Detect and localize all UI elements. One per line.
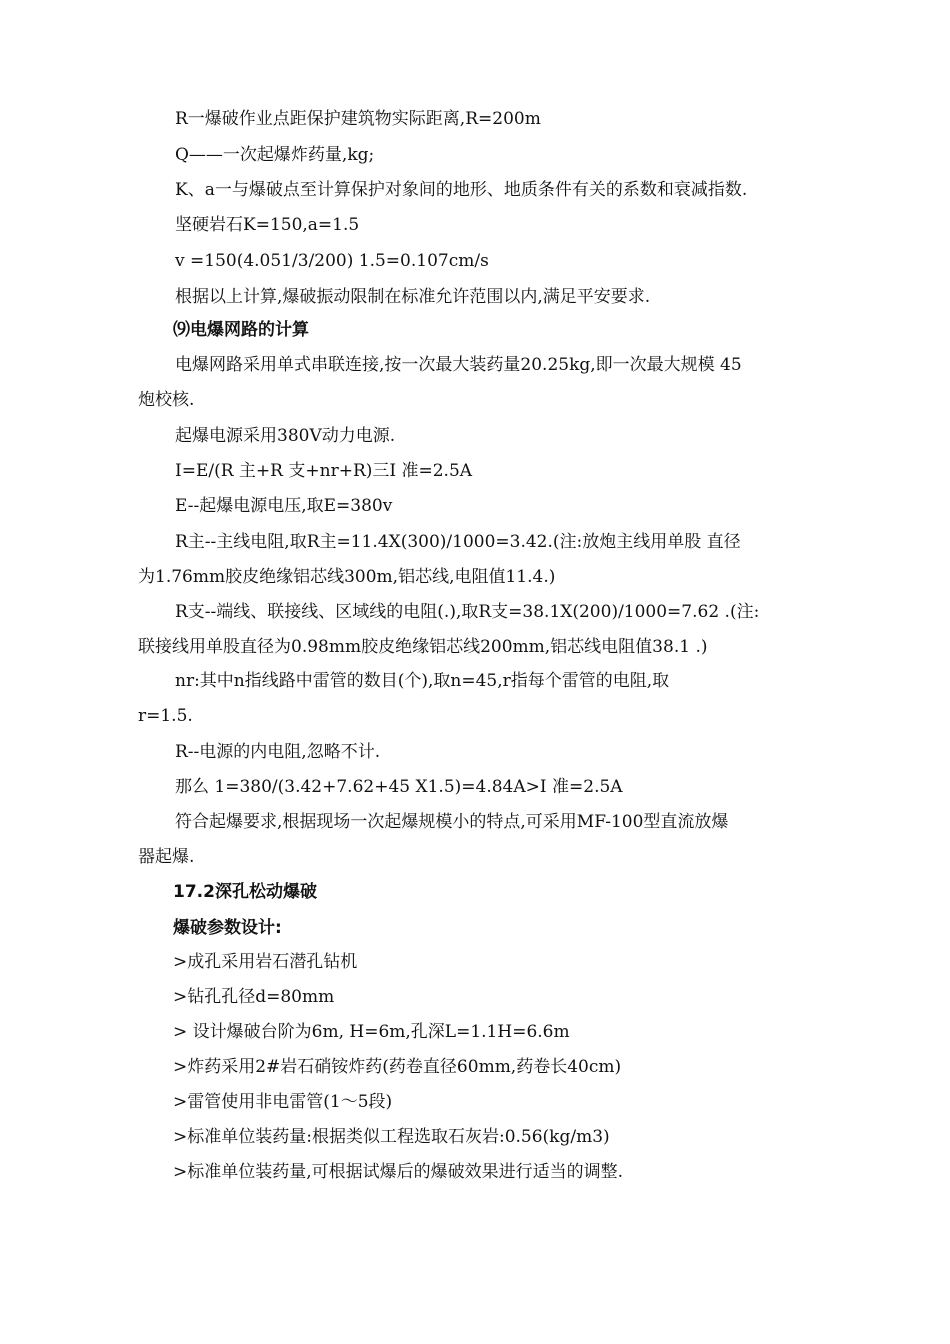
bullet-item: >雷管使用非电雷管(1〜5段) [173, 1092, 393, 1112]
bullet-item: >成孔采用岩石潜孔钻机 [173, 952, 358, 972]
section-heading: 17.2深孔松动爆破 [173, 882, 317, 902]
bullet-item: >炸药采用2#岩石硝铵炸药(药卷直径60mm,药卷长40cm) [173, 1057, 622, 1077]
text-line: 坚硬岩石K=150,a=1.5 [175, 215, 360, 235]
text-line: R支--端线、联接线、区域线的电阻(.),取R支=38.1X(200)/1000=7.62 .(注: [175, 602, 760, 622]
text-line: r=1.5. [138, 706, 193, 726]
text-line: v =150(4.051/3/200) 1.5=0.107cm/s [175, 251, 489, 271]
bullet-item: >标准单位装药量,可根据试爆后的爆破效果进行适当的调整. [173, 1162, 624, 1182]
subsection-heading: 爆破参数设计: [173, 918, 282, 938]
text-line: 起爆电源采用380V动力电源. [175, 426, 396, 446]
text-line: 炮校核. [138, 390, 195, 410]
formula-line: 那么 1=380/(3.42+7.62+45 X1.5)=4.84A>I 准=2.5A [175, 777, 623, 797]
text-line: R--电源的内电阻,忽略不计. [175, 742, 381, 762]
text-line: R一爆破作业点距保护建筑物实际距离,R=200m [175, 109, 541, 129]
text-line: K、a一与爆破点至计算保护对象间的地形、地质条件有关的系数和衰减指数. [175, 180, 748, 200]
bullet-item: >标准单位装药量:根据类似工程选取石灰岩:0.56(kg/m3) [173, 1127, 610, 1147]
text-line: nr:其中n指线路中雷管的数目(个),取n=45,r指每个雷管的电阻,取 [175, 671, 670, 691]
text-line: 符合起爆要求,根据现场一次起爆规模小的特点,可采用MF-100型直流放爆 [175, 812, 729, 832]
text-line: 为1.76mm胶皮绝缘铝芯线300m,铝芯线,电阻值11.4.) [138, 567, 556, 587]
text-line: 根据以上计算,爆破振动限制在标准允许范围以内,满足平安要求. [175, 287, 651, 307]
bullet-item: >钻孔孔径d=80mm [173, 987, 335, 1007]
text-line: R主--主线电阻,取R主=11.4X(300)/1000=3.42.(注:放炮主线用单股 直径 [175, 532, 741, 552]
text-line: 器起爆. [138, 847, 195, 867]
text-line: 电爆网路采用单式串联连接,按一次最大装药量20.25kg,即一次最大规模 45 [175, 355, 742, 375]
bullet-item: > 设计爆破台阶为6m, H=6m,孔深L=1.1H=6.6m [173, 1022, 570, 1042]
formula-line: I=E/(R 主+R 支+nr+R)三I 准=2.5A [175, 461, 473, 481]
text-line: Q——一次起爆炸药量,kg; [175, 145, 375, 165]
text-line: E--起爆电源电压,取E=380v [175, 496, 393, 516]
section-heading: ⑼电爆网路的计算 [173, 320, 309, 340]
text-line: 联接线用单股直径为0.98mm胶皮绝缘铝芯线200mm,铝芯线电阻值38.1 .) [138, 637, 708, 657]
